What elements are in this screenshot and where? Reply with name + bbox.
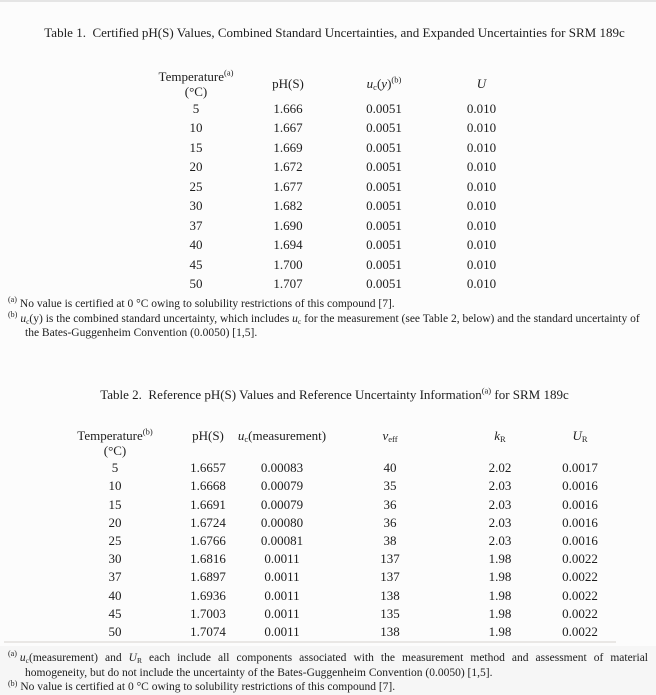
- table-row: [58, 605, 656, 623]
- table-cell: 0.010: [466, 276, 497, 292]
- table-cell: 30: [108, 551, 122, 567]
- table-cell: 38: [383, 532, 397, 548]
- table-cell: 10: [108, 478, 122, 494]
- footnote-text: each include all components associated with the measurement method and assessment of material homogeneity, but do not include the uncertainty of the Bates-Guggenheim Convention (0.0050) [1,5].: [25, 651, 648, 679]
- table-cell: 1.6668: [190, 478, 226, 494]
- table-cell: 1.666: [273, 100, 303, 116]
- table-cell: 15: [108, 496, 122, 512]
- table-cell: 0.010: [466, 217, 497, 233]
- table-cell: 0.0022: [562, 605, 598, 621]
- table-row: [150, 99, 656, 119]
- paren-close: ): [387, 76, 392, 91]
- table-cell: 2.03: [488, 496, 512, 512]
- table-cell: 138: [380, 623, 400, 639]
- table-row: [150, 236, 656, 256]
- footnote-text: No value is certified at 0 °C owing to solubility restrictions of this compound [7].: [19, 298, 395, 310]
- table-row: [58, 568, 656, 586]
- table2-title-text: Table 2. Reference pH(S) Values and Reference Uncertainty Information: [100, 387, 482, 403]
- footnote-marker: (b): [8, 309, 18, 319]
- table-cell: 20: [189, 159, 203, 175]
- table-cell: 0.0011: [264, 587, 300, 603]
- table-cell: 1.667: [273, 120, 303, 136]
- table-cell: 1.7074: [190, 623, 226, 639]
- table-cell: 1.98: [488, 587, 512, 603]
- table-cell: 36: [383, 514, 397, 530]
- table-cell: 0.0011: [264, 569, 300, 585]
- table-cell: 45: [189, 256, 203, 272]
- table1-header-uc: [334, 76, 434, 91]
- table-cell: 0.0022: [562, 587, 598, 603]
- table-cell: 0.00080: [260, 514, 304, 530]
- table-cell: 1.98: [488, 569, 512, 585]
- table-cell: 37: [108, 569, 122, 585]
- uc-symbol: u: [19, 651, 26, 664]
- table-cell: 0.0016: [562, 478, 598, 494]
- table-cell: 1.6724: [190, 514, 226, 530]
- table-cell: 0.0016: [562, 496, 598, 512]
- uc-argument: (measurement): [28, 651, 98, 664]
- table-cell: 0.0051: [366, 237, 402, 253]
- table-cell: 40: [108, 587, 122, 603]
- table-cell: 1.6766: [190, 532, 226, 548]
- table2-title-suffix: for SRM 189c: [491, 387, 569, 403]
- uc-subscript: c: [26, 316, 30, 326]
- table-cell: 137: [380, 551, 400, 567]
- table-cell: 2.02: [488, 460, 512, 476]
- table-row: [150, 138, 656, 158]
- table-cell: 0.0011: [264, 551, 300, 567]
- table-cell: 1.98: [488, 623, 512, 639]
- ur-subscript: R: [136, 655, 142, 665]
- table1-header-temperature-line1: [159, 69, 234, 84]
- table1-footnote-a: [8, 295, 648, 312]
- temperature-label: Temperature: [77, 428, 143, 444]
- table-cell: 50: [108, 623, 122, 639]
- table-row: [58, 495, 656, 513]
- table-cell: 0.0011: [264, 605, 300, 621]
- table-cell: 1.707: [273, 276, 303, 292]
- uc-footnote-marker: (b): [391, 74, 402, 85]
- ph-label: pH(S): [272, 76, 304, 91]
- table-cell: 37: [189, 217, 203, 233]
- uc-argument: (y): [29, 312, 43, 325]
- temperature-unit-label: (°C): [103, 443, 127, 459]
- ur-symbol: U: [128, 651, 137, 664]
- footnote-marker: (a): [8, 649, 17, 659]
- kr-label: [494, 428, 505, 443]
- temperature-footnote-marker: (b): [142, 426, 153, 437]
- table2: [58, 428, 656, 641]
- uc-symbol: u: [366, 76, 374, 91]
- table-row: [150, 177, 656, 197]
- table-cell: 0.0051: [366, 100, 402, 116]
- table-cell: 0.0022: [562, 569, 598, 585]
- footnote-text: No value is certified at 0 °C owing to solubility restrictions of this compound [7].: [20, 681, 396, 694]
- table-cell: 0.010: [466, 120, 497, 136]
- table-row: [150, 197, 656, 217]
- table-cell: 0.0051: [366, 178, 402, 194]
- expanded-uncertainty-label: U: [476, 76, 487, 91]
- table2-header-temperature-line1: [77, 428, 152, 443]
- table-cell: 0.0051: [366, 159, 402, 175]
- table-cell: 40: [383, 460, 397, 476]
- table1-body: [150, 99, 656, 294]
- nu-symbol: v: [382, 428, 389, 444]
- temperature-unit-label: (°C): [184, 83, 208, 99]
- table1-header-ph: [242, 76, 334, 91]
- table-row: [150, 158, 656, 178]
- table-row: [58, 477, 656, 495]
- table-cell: 1.98: [488, 605, 512, 621]
- table-cell: 0.0011: [264, 623, 300, 639]
- table-cell: 2.03: [488, 514, 512, 530]
- table2-header-uc-measurement: [237, 428, 327, 445]
- table-cell: 0.0016: [562, 514, 598, 530]
- uc-symbol: u: [292, 312, 298, 325]
- table-cell: 25: [108, 532, 122, 548]
- table2-header-row: [58, 428, 656, 459]
- table-row: [150, 119, 656, 139]
- footnote-text: and: [97, 651, 129, 664]
- veff-label: [382, 428, 397, 443]
- uc-subscript: c: [244, 434, 249, 445]
- table-cell: 36: [383, 496, 397, 512]
- ph-label: pH(S): [192, 428, 224, 444]
- table-cell: 0.00079: [260, 496, 304, 512]
- table-cell: 0.0051: [366, 276, 402, 292]
- table-cell: 0.00083: [260, 460, 304, 476]
- table2-body: [58, 459, 656, 641]
- table2-title: [0, 372, 656, 417]
- table-cell: 0.0051: [366, 198, 402, 214]
- uc-argument: (measurement): [248, 428, 327, 444]
- table-cell: 15: [189, 139, 203, 155]
- table-cell: 1.700: [273, 256, 303, 272]
- table1: [150, 68, 656, 294]
- table-cell: 135: [380, 605, 400, 621]
- table1-title-text: Table 1. Certified pH(S) Values, Combined Standard Uncertainties, and Expanded Uncertainties for SRM 189c: [44, 25, 625, 40]
- table-cell: 0.0051: [366, 139, 402, 155]
- table-cell: 0.0016: [562, 532, 598, 548]
- table-cell: 1.98: [488, 551, 512, 567]
- table-row: [150, 216, 656, 236]
- footnote-marker: (b): [8, 678, 18, 688]
- table1-header-row: [150, 68, 656, 99]
- table-cell: 5: [192, 100, 200, 116]
- table1-header-temperature: [150, 69, 242, 99]
- table1-title: [0, 0, 656, 55]
- uc-subscript: c: [25, 655, 29, 665]
- paren-open: (: [376, 76, 382, 91]
- table-cell: 40: [189, 237, 203, 253]
- table-cell: 2.03: [488, 532, 512, 548]
- table-cell: 1.682: [273, 198, 303, 214]
- table2-footnote-a: [8, 649, 648, 680]
- table-cell: 0.00081: [260, 532, 304, 548]
- table-cell: 10: [189, 120, 203, 136]
- footnote-marker: (a): [8, 295, 17, 305]
- table-cell: 1.6936: [190, 587, 226, 603]
- table-cell: 0.0017: [562, 460, 598, 476]
- table-cell: 30: [189, 198, 203, 214]
- ur-subscript: R: [581, 434, 588, 445]
- table-cell: 138: [380, 587, 400, 603]
- temperature-label: Temperature: [158, 68, 225, 84]
- table-cell: 35: [383, 478, 397, 494]
- table-cell: 0.010: [466, 100, 497, 116]
- table-cell: 0.00079: [260, 478, 304, 494]
- uc-measurement-label: [238, 428, 326, 443]
- footnote-text: is the combined standard uncertainty, which includes: [42, 312, 293, 325]
- table-row: [58, 532, 656, 550]
- table-cell: 0.0022: [562, 623, 598, 639]
- table-cell: 1.6691: [190, 496, 226, 512]
- table-cell: 1.7003: [190, 605, 226, 621]
- table-cell: 25: [189, 178, 203, 194]
- table-cell: 1.669: [273, 139, 303, 155]
- table2-header-ph: [172, 428, 244, 443]
- table-cell: 0.0022: [562, 551, 598, 567]
- table-cell: 0.010: [466, 139, 497, 155]
- uc-symbol: u: [237, 428, 245, 444]
- u-symbol: U: [572, 428, 582, 444]
- uc-subscript: c: [373, 82, 377, 92]
- table2-header-veff: [320, 428, 460, 443]
- table-cell: 20: [108, 514, 122, 530]
- kr-subscript: R: [500, 434, 506, 445]
- table-cell: 137: [380, 569, 400, 585]
- table2-header-ur: [540, 428, 620, 443]
- table-row: [58, 550, 656, 568]
- table-cell: 50: [189, 276, 203, 292]
- table2-footnotes: [8, 649, 648, 695]
- table2-header-temperature: [58, 428, 172, 458]
- temperature-footnote-marker: (a): [224, 67, 234, 78]
- table-row: [58, 459, 656, 477]
- table1-footnote-b: [8, 309, 648, 341]
- table-cell: 1.690: [273, 217, 303, 233]
- table-cell: 2.03: [488, 478, 512, 494]
- y-variable: y: [381, 76, 388, 91]
- table-cell: 1.6816: [190, 551, 226, 567]
- table-row: [58, 623, 656, 641]
- uc-symbol: u: [20, 312, 27, 325]
- table-row: [150, 255, 656, 275]
- table2-footnote-b: [8, 678, 648, 695]
- table1-header-u-expanded: [434, 76, 529, 91]
- table-row: [58, 586, 656, 604]
- table-cell: 0.0051: [366, 217, 402, 233]
- veff-subscript: eff: [388, 434, 398, 445]
- table-cell: 1.6657: [190, 460, 226, 476]
- table-cell: 1.672: [273, 159, 303, 175]
- k-symbol: k: [494, 428, 501, 444]
- table-cell: 1.6897: [190, 569, 226, 585]
- footnote-text: for the measurement (see Table 2, below) and the standard uncertainty of the Bates-Guggenheim Convention (0.0050) [1,5].: [25, 312, 640, 340]
- table2-header-kr: [460, 428, 540, 443]
- table-cell: 1.694: [273, 237, 303, 253]
- uc-subscript: c: [297, 316, 302, 326]
- table-cell: 0.0051: [366, 256, 402, 272]
- table-cell: 45: [108, 605, 122, 621]
- table1-footnotes: [8, 295, 648, 341]
- table-cell: 0.010: [466, 159, 497, 175]
- table-cell: 0.010: [466, 178, 497, 194]
- ur-label: [572, 428, 587, 443]
- table-cell: 5: [111, 460, 119, 476]
- table-row: [58, 514, 656, 532]
- table-cell: 0.0051: [366, 120, 402, 136]
- uc-y-label: [367, 76, 402, 91]
- table-row: [150, 275, 656, 295]
- table-cell: 0.010: [466, 256, 497, 272]
- table2-title-footnote-marker: (a): [481, 385, 492, 396]
- table-cell: 0.010: [466, 198, 497, 214]
- table-cell: 1.677: [273, 178, 303, 194]
- table-cell: 0.010: [466, 237, 497, 253]
